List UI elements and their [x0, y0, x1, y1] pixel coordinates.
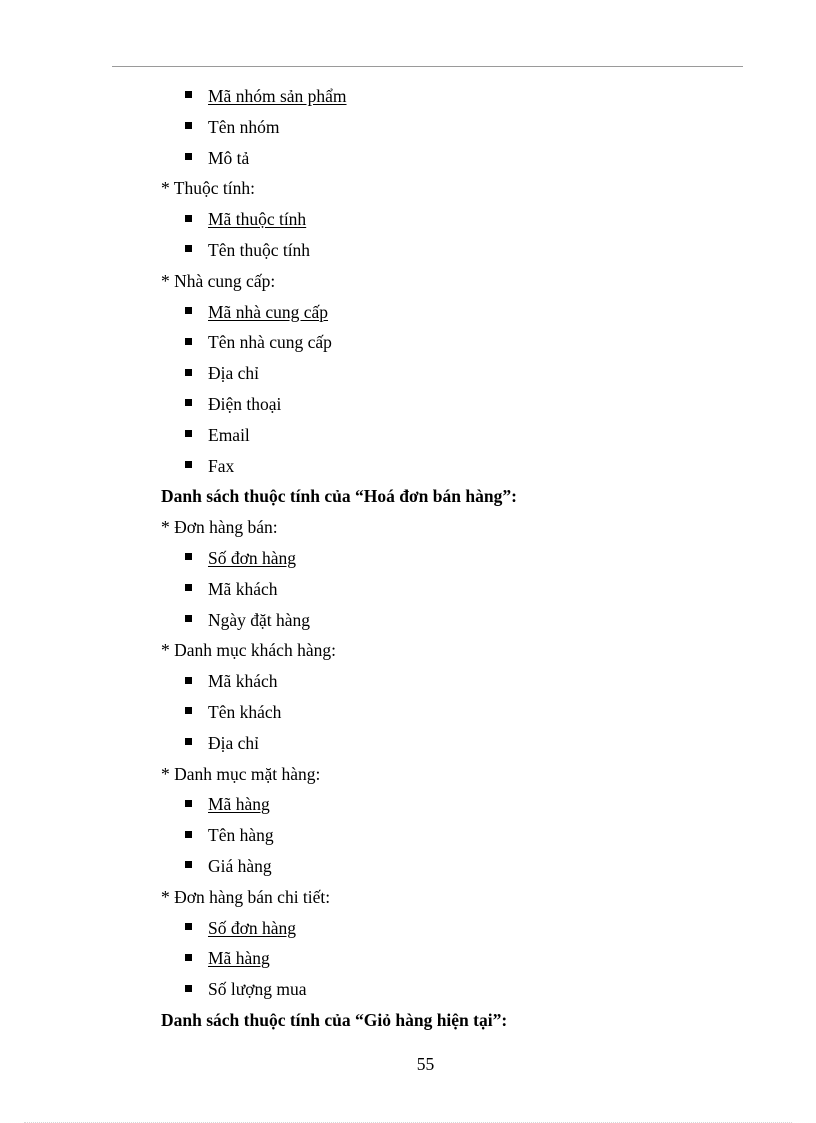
key-attribute-text: Mã nhóm sản phẩm: [208, 86, 347, 106]
attribute-item: [0, 666, 816, 697]
square-bullet-icon: [185, 307, 192, 314]
square-bullet-icon: [185, 122, 192, 129]
entity-label: * Danh mục khách hàng:: [161, 640, 336, 661]
attribute-item: [0, 574, 816, 605]
attribute-text: Mã khách: [208, 578, 278, 599]
attribute-text: Địa chỉ: [208, 732, 260, 753]
key-attribute-text: Mã hàng: [208, 794, 270, 815]
attribute-item: [0, 605, 816, 636]
document-body: [0, 81, 816, 1036]
attribute-text: Mã khách: [208, 671, 278, 692]
square-bullet-icon: [185, 553, 192, 560]
square-bullet-icon: [185, 985, 192, 992]
square-bullet-icon: [185, 800, 192, 807]
attribute-text: Tên nhà cung cấp: [208, 332, 332, 353]
attribute-item: [0, 728, 816, 759]
attribute-text: Ngày đặt hàng: [208, 609, 311, 630]
entity-label: * Nhà cung cấp:: [161, 270, 276, 291]
page-number: 55: [416, 1054, 435, 1074]
attribute-item: [0, 913, 816, 944]
square-bullet-icon: [185, 91, 192, 98]
attribute-text: Tên khách: [208, 701, 282, 722]
attribute-item: [0, 143, 816, 174]
entity-label: * Thuộc tính:: [161, 178, 255, 199]
key-attribute-text: Mã hàng: [208, 948, 270, 969]
section-heading: Danh sách thuộc tính của “Giỏ hàng hiện tại”:: [161, 1009, 508, 1030]
attribute-item: [0, 974, 816, 1005]
square-bullet-icon: [185, 399, 192, 406]
attribute-item: [0, 297, 816, 328]
square-bullet-icon: [185, 738, 192, 745]
attribute-item: [0, 204, 816, 235]
square-bullet-icon: [185, 861, 192, 868]
section-heading: Danh sách thuộc tính của “Hoá đơn bán hàng”:: [161, 486, 517, 507]
attribute-item: [0, 81, 816, 112]
key-attribute-text: Mã thuộc tính: [208, 209, 307, 230]
attribute-text: Điện thoại: [208, 393, 282, 414]
square-bullet-icon: [185, 707, 192, 714]
square-bullet-icon: [185, 153, 192, 160]
attribute-text: Số lượng mua: [208, 979, 307, 1000]
entity-label: * Danh mục mặt hàng:: [161, 763, 321, 784]
attribute-text: Tên thuộc tính: [208, 239, 311, 260]
attribute-item: [0, 851, 816, 882]
attribute-item: [0, 358, 816, 389]
square-bullet-icon: [185, 677, 192, 684]
attribute-item: [0, 697, 816, 728]
attribute-item: [0, 235, 816, 266]
square-bullet-icon: [185, 923, 192, 930]
attribute-text: Email: [208, 424, 250, 445]
key-attribute-text: Số đơn hàng: [208, 547, 297, 568]
square-bullet-icon: [185, 215, 192, 222]
entity-label: * Đơn hàng bán chi tiết:: [161, 886, 331, 907]
attribute-text: Tên hàng: [208, 825, 274, 846]
attribute-text: Fax: [208, 455, 235, 476]
attribute-item: [0, 420, 816, 451]
attribute-text: Địa chỉ: [208, 363, 260, 384]
attribute-item: [0, 112, 816, 143]
square-bullet-icon: [185, 338, 192, 345]
header-rule: [112, 66, 743, 67]
key-attribute-text: Mã nhà cung cấp: [208, 301, 329, 322]
key-attribute-text: Số đơn hàng: [208, 917, 297, 938]
attribute-item: [0, 327, 816, 358]
square-bullet-icon: [185, 430, 192, 437]
attribute-text: Giá hàng: [208, 855, 272, 876]
entity-label: * Đơn hàng bán:: [161, 517, 278, 538]
square-bullet-icon: [185, 831, 192, 838]
square-bullet-icon: [185, 615, 192, 622]
square-bullet-icon: [185, 245, 192, 252]
square-bullet-icon: [185, 954, 192, 961]
attribute-item: [0, 543, 816, 574]
square-bullet-icon: [185, 461, 192, 468]
attribute-item: [0, 389, 816, 420]
attribute-item: [0, 451, 816, 482]
square-bullet-icon: [185, 584, 192, 591]
attribute-item: [0, 789, 816, 820]
attribute-item: [0, 820, 816, 851]
square-bullet-icon: [185, 369, 192, 376]
attribute-text: Mô tả: [208, 147, 250, 168]
attribute-item: [0, 943, 816, 974]
attribute-text: Tên nhóm: [208, 116, 280, 137]
